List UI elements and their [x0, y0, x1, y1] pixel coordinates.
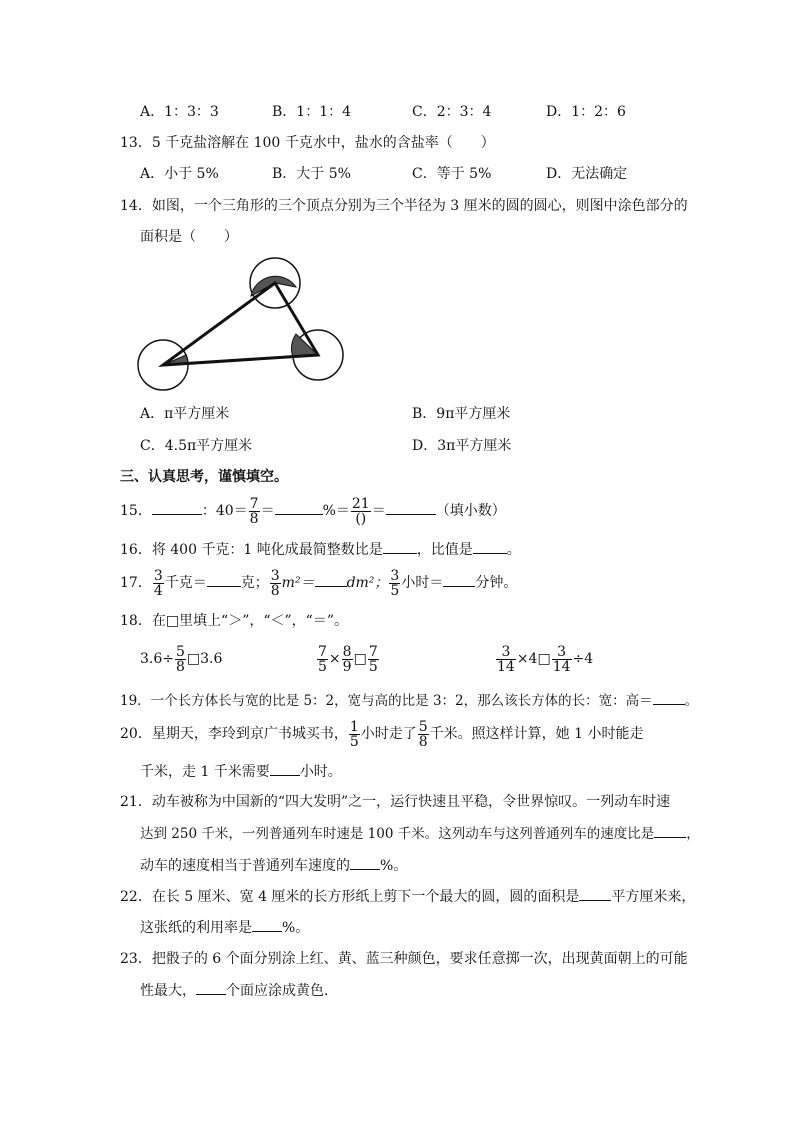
q12-option-a: A．1：3：3 — [140, 104, 219, 120]
q15-blank-2[interactable] — [275, 500, 323, 515]
q12-option-d: D．1：2：6 — [546, 104, 626, 120]
q16-blank-2[interactable] — [473, 539, 507, 554]
q16: 16．将 400 千克：1 吨化成最简整数比是 ，比值是 。 — [120, 539, 521, 560]
shaded-sector-top — [251, 276, 296, 296]
q23-line1: 23．把骰子的 6 个面分别涂上红、黄、蓝三种颜色，要求任意掷一次，出现黄面朝上的可能 — [120, 951, 688, 967]
q14-option-a: A．π平方厘米 — [140, 406, 230, 422]
q18-expr-1: 3.6÷ $\frac{5}{8}$ □3.6 — [140, 643, 223, 675]
q21-line3: 动车的速度相当于普通列车速度的 %。 — [140, 855, 407, 876]
q15-frac-2: $\frac{21}{()}$ — [351, 495, 370, 527]
q22-blank-2[interactable] — [252, 917, 282, 932]
q12-option-b: B．1：1：4 — [272, 104, 352, 120]
q12-option-c: C．2：3：4 — [412, 104, 492, 120]
q15-no: 15． — [120, 503, 152, 519]
q17-blank-3[interactable] — [443, 572, 475, 587]
q15-t3: %＝ — [322, 503, 350, 519]
q14-option-d: D．3π平方厘米 — [412, 438, 512, 454]
q13-option-b: B．大于 5% — [272, 166, 351, 182]
q20-line1: 20．星期天，李玲到京广书城买书， $\frac{1}{5}$ 小时走了 $\frac{5}{8}$ 千米。照这样计算，她 1 小时能走 — [120, 718, 644, 750]
q15 — [120, 496, 506, 526]
q20-line2: 千米，走 1 千米需要 小时。 — [140, 761, 342, 782]
q17-blank-2[interactable] — [315, 572, 347, 587]
q20-blank[interactable] — [270, 761, 300, 776]
q13-option-a: A．小于 5% — [140, 166, 219, 182]
q22-line2: 这张纸的利用率是 %。 — [140, 917, 309, 938]
q14-option-c: C．4.5π平方厘米 — [140, 438, 253, 454]
q17-frac-3: $\frac{3}{5}$ — [390, 567, 400, 599]
q15-frac-1: $\frac{7}{8}$ — [249, 495, 259, 527]
q14-text-line2: 面积是（ ） — [140, 229, 238, 245]
q15-t5: （填小数） — [435, 503, 506, 519]
q18-expr-2: $\frac{7}{5}$ × $\frac{8}{9}$ □ $\frac{7}{5}$ — [318, 643, 378, 675]
q18-expr-3: $\frac{3}{14}$ ×4□ $\frac{3}{14}$ ÷4 — [497, 643, 594, 675]
q15-t1: ：40＝ — [201, 503, 248, 519]
q22-line1: 22．在长 5 厘米、宽 4 厘米的长方形纸上剪下一个最大的圆，圆的面积是 平方厘米来， — [120, 886, 695, 907]
section-heading: 三、认真思考，谨慎填空。 — [120, 469, 288, 485]
q13-option-c: C．等于 5% — [412, 166, 492, 182]
q15-t4: ＝ — [371, 503, 386, 519]
q15-t2: ＝ — [260, 503, 275, 519]
q18-text: 18．在□里填上“＞”，“＜”，“＝”。 — [120, 613, 348, 629]
q21-line1: 21．动车被称为中国新的“四大发明”之一，运行快速且平稳，令世界惊叹。一列动车时速 — [120, 794, 671, 810]
q17-blank-1[interactable] — [207, 572, 241, 587]
q17-frac-1: $\frac{3}{4}$ — [153, 567, 163, 599]
q14-text-line1: 14．如图，一个三角形的三个顶点分别为三个半径为 3 厘米的圆的圆心，则图中涂色部分的 — [120, 198, 688, 214]
q21-blank-2[interactable] — [350, 855, 380, 870]
q13-option-d: D．无法确定 — [546, 166, 628, 182]
q22-blank-1[interactable] — [579, 886, 611, 901]
q16-blank-1[interactable] — [383, 539, 417, 554]
q19-blank[interactable] — [653, 690, 685, 705]
q15-blank-3[interactable] — [386, 500, 436, 515]
q21-line2: 达到 250 千米，一列普通列车时速是 100 千米。这列动车与这列普通列车的速度比是 ， — [140, 823, 700, 844]
q17-frac-2: $\frac{3}{8}$ — [270, 567, 280, 599]
q21-blank-1[interactable] — [654, 823, 686, 838]
q19: 19．一个长方体长与宽的比是 5：2，宽与高的比是 3：2，那么该长方体的长：宽：高＝ 。 — [120, 690, 698, 711]
q14-figure — [130, 250, 360, 400]
q23-blank[interactable] — [196, 980, 226, 995]
q13-text: 13．5 千克盐溶解在 100 千克水中，盐水的含盐率（ ） — [120, 135, 495, 151]
q17: 17． $\frac{3}{4}$ 千克＝ 克； $\frac{3}{8}$ m²＝ dm²； $\frac{3}{5}$ 小时＝ 分钟。 — [120, 567, 518, 599]
q23-line2: 性最大， 个面应涂成黄色． — [140, 980, 338, 1001]
q15-blank-1[interactable] — [152, 500, 202, 515]
q14-option-b: B．9π平方厘米 — [412, 406, 511, 422]
